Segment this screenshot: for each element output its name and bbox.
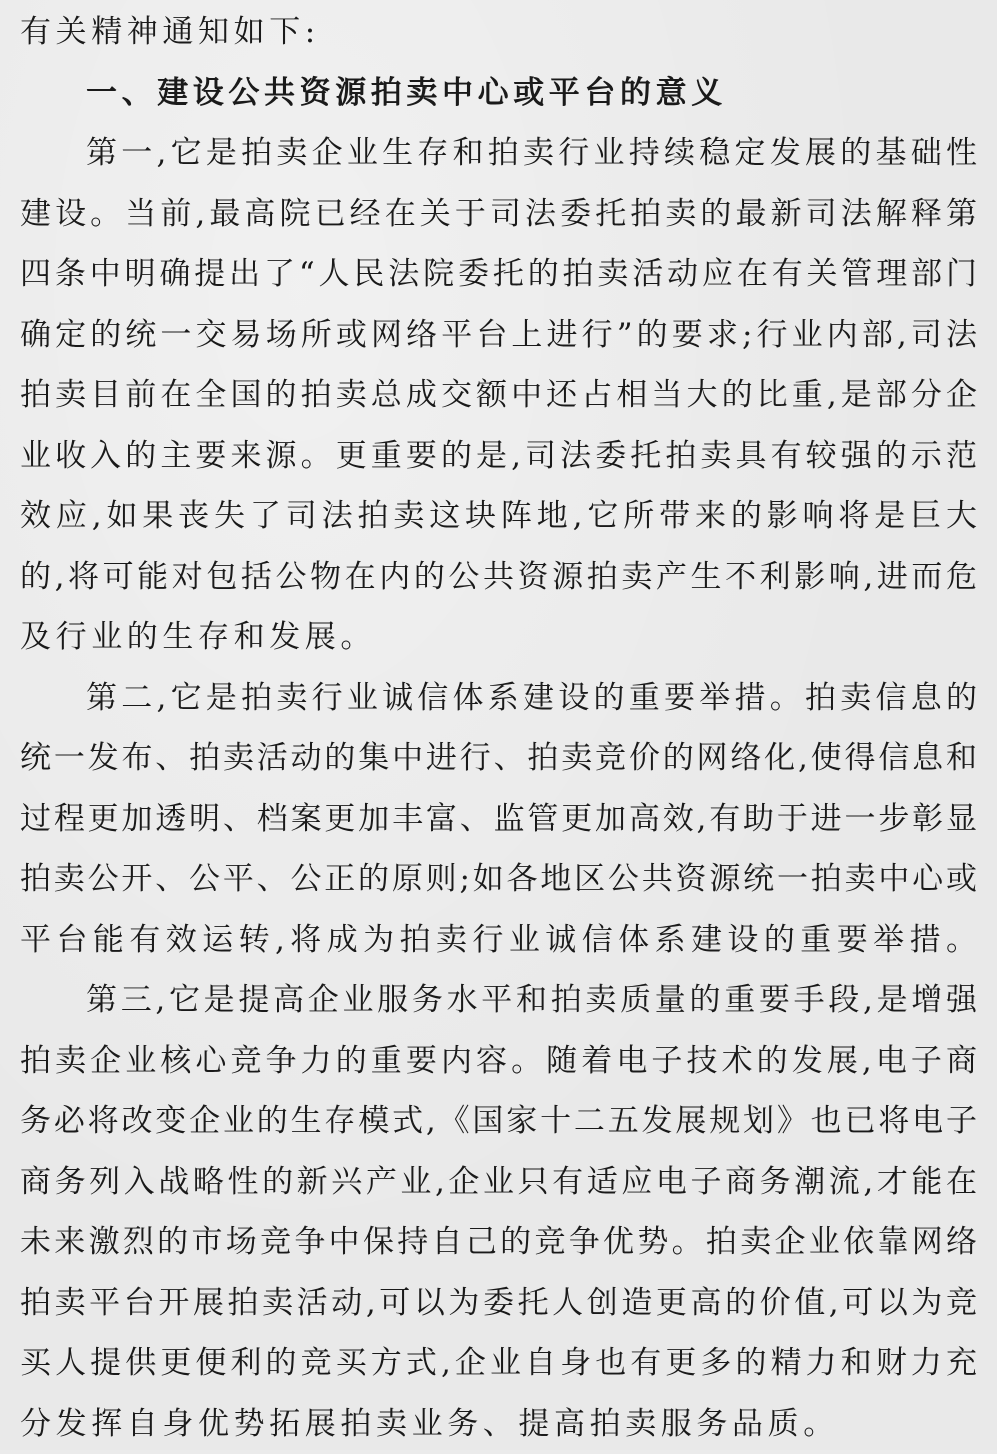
text-line: 过程更加透明、档案更加丰富、监管更加高效,有助于进一步彰显 bbox=[20, 789, 977, 850]
text-line: 拍卖目前在全国的拍卖总成交额中还占相当大的比重,是部分企 bbox=[20, 365, 977, 426]
section-heading: 一、建设公共资源拍卖中心或平台的意义 bbox=[20, 63, 977, 124]
text-line: 业收入的主要来源。更重要的是,司法委托拍卖具有较强的示范 bbox=[20, 426, 977, 487]
text-line: 务必将改变企业的生存模式,《国家十二五发展规划》也已将电子 bbox=[20, 1091, 977, 1152]
text-line: 建设。当前,最高院已经在关于司法委托拍卖的最新司法解释第 bbox=[20, 184, 977, 245]
paragraph-2-first-line: 第二,它是拍卖行业诚信体系建设的重要举措。拍卖信息的 bbox=[20, 668, 977, 729]
text-line: 拍卖企业核心竞争力的重要内容。随着电子技术的发展,电子商 bbox=[20, 1031, 977, 1092]
text-line: 确定的统一交易场所或网络平台上进行”的要求;行业内部,司法 bbox=[20, 305, 977, 366]
text-line: 四条中明确提出了“人民法院委托的拍卖活动应在有关管理部门 bbox=[20, 244, 977, 305]
text-line: 效应,如果丧失了司法拍卖这块阵地,它所带来的影响将是巨大 bbox=[20, 486, 977, 547]
text-line: 统一发布、拍卖活动的集中进行、拍卖竞价的网络化,使得信息和 bbox=[20, 728, 977, 789]
text-line: 拍卖平台开展拍卖活动,可以为委托人创造更高的价值,可以为竞 bbox=[20, 1273, 977, 1334]
text-line: 拍卖公开、公平、公正的原则;如各地区公共资源统一拍卖中心或 bbox=[20, 849, 977, 910]
text-line: 未来激烈的市场竞争中保持自己的竞争优势。拍卖企业依靠网络 bbox=[20, 1212, 977, 1273]
paragraph-3-first-line: 第三,它是提高企业服务水平和拍卖质量的重要手段,是增强 bbox=[20, 970, 977, 1031]
text-line: 有关精神通知如下: bbox=[20, 2, 977, 63]
paragraph-1-first-line: 第一,它是拍卖企业生存和拍卖行业持续稳定发展的基础性 bbox=[20, 123, 977, 184]
text-line: 平台能有效运转,将成为拍卖行业诚信体系建设的重要举措。 bbox=[20, 910, 977, 971]
text-line: 商务列入战略性的新兴产业,企业只有适应电子商务潮流,才能在 bbox=[20, 1152, 977, 1213]
text-line: 及行业的生存和发展。 bbox=[20, 607, 977, 668]
text-line: 的,将可能对包括公物在内的公共资源拍卖产生不利影响,进而危 bbox=[20, 547, 977, 608]
text-line: 买人提供更便利的竞买方式,企业自身也有更多的精力和财力充 bbox=[20, 1333, 977, 1394]
text-line: 分发挥自身优势拓展拍卖业务、提高拍卖服务品质。 bbox=[20, 1394, 977, 1454]
